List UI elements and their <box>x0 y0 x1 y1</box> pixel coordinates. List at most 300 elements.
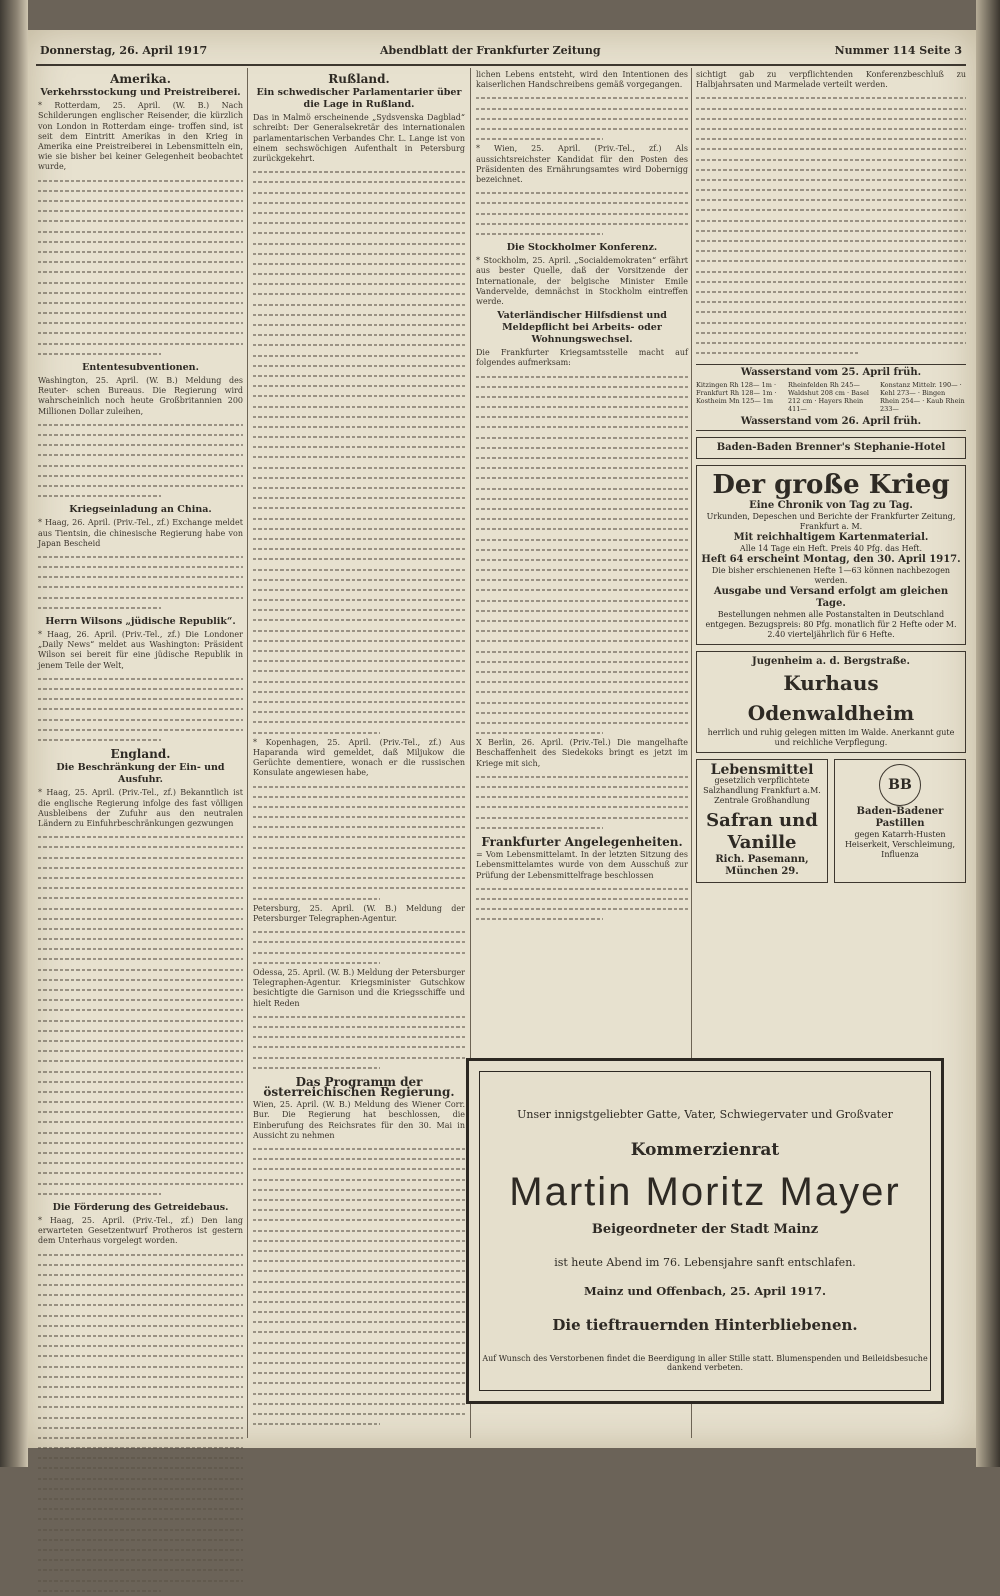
text-line <box>38 1067 243 1077</box>
text-line <box>38 572 243 582</box>
text-line <box>696 246 966 256</box>
obituary-place-date: Mainz und Offenbach, 25. April 1917. <box>584 1284 826 1298</box>
text-line <box>38 1046 243 1056</box>
text-line <box>253 1256 465 1266</box>
article-body <box>38 1250 243 1596</box>
text-line <box>38 1168 243 1178</box>
text-line <box>476 802 688 812</box>
text-line <box>253 595 465 605</box>
obituary-role: Beigeordneter der Stadt Mainz <box>591 1222 819 1237</box>
text-line <box>253 1358 465 1368</box>
text-line <box>253 707 465 717</box>
text-line <box>253 717 465 727</box>
advert-text: Bestellungen nehmen alle Postanstalten in Deutschland entgegen. Bezugspreis: 80 Pfg. monatlich für 2 Hefte oder M. 2.40 vierteljährlich für 6 Hefte. <box>705 610 957 640</box>
text-line <box>253 883 465 893</box>
text-line <box>476 219 688 229</box>
article-body <box>253 927 465 968</box>
text-line <box>38 842 243 852</box>
text-line <box>696 104 966 114</box>
text-line <box>253 1287 465 1297</box>
article-text: X Berlin, 26. April. (Priv.-Tel.) Die mangelhafte Beschaffenheit des Siedekoks bringt es jetzt im Kriege mit sich, <box>476 738 688 768</box>
article-body <box>253 782 465 904</box>
text-line <box>38 1128 243 1138</box>
text-line <box>253 1317 465 1327</box>
text-line <box>696 114 966 124</box>
obituary-mourners: Die tieftrauernden Hinterbliebenen. <box>552 1316 858 1334</box>
text-line <box>38 227 243 237</box>
text-line <box>696 297 966 307</box>
text-line <box>38 1463 243 1473</box>
text-line <box>253 391 465 401</box>
text-line <box>38 288 243 298</box>
text-line <box>696 318 966 328</box>
text-line <box>38 1148 243 1158</box>
advert-text: herrlich und ruhig gelegen mitten im Walde. Anerkannt gute und reichliche Verpflegung. <box>707 728 955 748</box>
advert-text: Rich. Pasemann, München 29. <box>715 854 809 878</box>
article-headline: Vaterländischer Hilfsdienst und Meldepflicht bei Arbeits- oder Wohnungswechsel. <box>497 310 667 346</box>
text-line <box>696 338 966 348</box>
section-heading-england: England. <box>110 747 171 762</box>
text-line <box>253 687 465 697</box>
text-line <box>38 461 243 471</box>
article-body <box>476 772 688 833</box>
text-line <box>38 1056 243 1066</box>
text-line <box>253 218 465 228</box>
text-line <box>253 894 380 904</box>
article-body <box>476 372 688 739</box>
text-line <box>476 698 688 708</box>
text-line <box>38 1138 243 1148</box>
text-line <box>38 704 243 714</box>
text-line <box>476 823 603 833</box>
text-line <box>253 565 465 575</box>
text-line <box>38 1382 243 1392</box>
text-line <box>38 1576 243 1586</box>
text-line <box>38 1026 243 1036</box>
text-line <box>38 1362 243 1372</box>
text-line <box>38 1189 161 1199</box>
article-text: * Stockholm, 25. April. „Socialdemokraten“ erfährt aus bester Quelle, daß der Vorsitzende der Internationale, der belgische Minister Emile Vandervelde, demnächst in Stockholm eintreffen werde. <box>476 256 688 306</box>
advert-lebensmittel <box>696 759 828 883</box>
obituary-text: ist heute Abend im 76. Lebensjahre sanft entschlafen. <box>554 1256 856 1269</box>
text-line <box>253 259 465 269</box>
text-line <box>38 1474 243 1484</box>
text-line <box>253 937 465 947</box>
advert-der-grosse-krieg <box>696 465 966 645</box>
text-line <box>253 1389 465 1399</box>
text-line <box>476 575 688 585</box>
article-body <box>38 552 243 613</box>
text-line <box>696 256 966 266</box>
text-line <box>38 1179 243 1189</box>
obituary-footnote: Auf Wunsch des Verstorbenen findet die Beerdigung in aller Stille statt. Blumenspenden und Beileidsbesuche dankend verbeten. <box>482 1354 928 1372</box>
text-line <box>38 278 243 288</box>
text-line <box>253 330 465 340</box>
text-line <box>696 165 966 175</box>
text-line <box>696 155 966 165</box>
text-line <box>476 884 688 894</box>
text-line <box>253 1022 465 1032</box>
text-line <box>476 104 688 114</box>
text-line <box>38 339 243 349</box>
text-line <box>696 236 966 246</box>
article-text: = Vom Lebensmittelamt. In der letzten Sitzung des Lebensmittelamtes wurde von dem Ausschuß zur Prüfung der Lebensmittelfrage beschlossen <box>476 850 688 880</box>
article-text: Die Frankfurter Kriegsamtsstelle macht auf folgendes aufmerksam: <box>476 348 688 368</box>
text-line <box>696 348 858 358</box>
obituary-name: Martin Moritz Mayer <box>509 1170 901 1214</box>
text-line <box>253 289 465 299</box>
text-line <box>253 1368 465 1378</box>
article-text: Das in Malmö erscheinende „Sydsvenska Dagblad“ schreibt: Der Generalsekretär des internationalen parlamentarischen Verbandes Chr. L. Lange ist von einem sechswöchigen Aufenthalt in Petersburg zurückgekehrt. <box>253 113 465 164</box>
text-line <box>253 1185 465 1195</box>
text-line <box>38 1005 243 1015</box>
text-line <box>38 298 243 308</box>
text-line <box>253 1419 380 1429</box>
text-line <box>38 1413 243 1423</box>
advert-title: Kurhaus Odenwaldheim <box>747 671 915 726</box>
text-line <box>38 593 243 603</box>
text-line <box>253 371 465 381</box>
text-line <box>38 237 243 247</box>
text-line <box>38 582 243 592</box>
text-line <box>38 985 243 995</box>
advert-text: Alle 14 Tage ein Heft. Preis 40 Pfg. das Heft. <box>739 544 923 554</box>
text-line <box>38 944 243 954</box>
text-line <box>253 249 465 259</box>
article-body <box>476 93 688 144</box>
text-line <box>476 914 603 924</box>
text-line <box>38 1423 243 1433</box>
text-line <box>38 1402 243 1412</box>
article-body <box>253 167 465 738</box>
article-text: Wien, 25. April. (W. B.) Meldung des Wiener Corr. Bur. Die Regierung hat beschlossen, die Einberufung des Reichsrates für den 30. Mai in Aussicht zu nehmen <box>253 1100 465 1140</box>
text-line <box>253 412 465 422</box>
text-line <box>38 1565 243 1575</box>
text-line <box>253 656 465 666</box>
text-line <box>38 1525 243 1535</box>
text-line <box>253 320 465 330</box>
text-line <box>38 186 243 196</box>
text-line <box>476 392 688 402</box>
text-line <box>38 1372 243 1382</box>
text-line <box>253 1226 465 1236</box>
text-line <box>253 463 465 473</box>
article-body <box>696 93 966 358</box>
text-line <box>38 1087 243 1097</box>
text-line <box>476 93 688 103</box>
text-line <box>253 361 465 371</box>
text-line <box>38 1077 243 1087</box>
text-line <box>696 185 966 195</box>
text-line <box>253 1327 465 1337</box>
article-text: * Haag, 26. April. (Priv.-Tel., zf.) Exchange meldet aus Tientsin, die chinesische Regierung habe von Japan Bescheid <box>38 518 243 548</box>
obituary-title: Kommerzienrat <box>630 1140 780 1160</box>
advert-location: Jugenheim a. d. Bergstraße. <box>751 656 911 668</box>
obituary-notice <box>466 1058 944 1404</box>
text-line <box>476 198 688 208</box>
advert-text: Heft 64 erscheint Montag, den 30. April 1917. <box>701 554 961 566</box>
article-text: Odessa, 25. April. (W. B.) Meldung der Petersburger Telegraphen-Agentur. Kriegsminister Gutschkow besichtigte die Garnison und die Kriegsschiffe und hielt Reden <box>253 967 465 1008</box>
text-line <box>696 287 966 297</box>
text-line <box>253 432 465 442</box>
text-line <box>38 1494 243 1504</box>
article-text: * Rotterdam, 25. April. (W. B.) Nach Schilderungen englischer Reisender, die kürzlich von London in Rotterdam einge- troffen sind, ist seit dem Eintritt Amerikas in den Krieg in Amerika eine Preistreiberei in Lebensmitteln ein, wie sie bisher bei keiner Gelegenheit beobachtet wurde, <box>38 101 243 172</box>
text-line <box>696 267 966 277</box>
text-line <box>253 198 465 208</box>
text-line <box>476 647 688 657</box>
article-text: * Kopenhagen, 25. April. (Priv.-Tel., zf.) Aus Haparanda wird gemeldet, daß Miljukow die Gerüchte dementiere, wonach er die russischen Konsulate angewiesen habe, <box>253 737 465 778</box>
article-body <box>38 420 243 502</box>
text-line <box>476 453 688 463</box>
text-line <box>38 853 243 863</box>
text-line <box>38 684 243 694</box>
text-line <box>696 328 966 338</box>
section-heading-frankfurt: Frankfurter Angelegenheiten. <box>481 835 683 849</box>
text-line <box>696 307 966 317</box>
text-line <box>253 422 465 432</box>
text-line <box>476 718 688 728</box>
article-text: * Haag, 26. April. (Priv.-Tel., zf.) Die Londoner „Daily News“ meldet aus Washington: Präsident Wilson sei bereit für eine jüdische Republik in jenem Teile der Welt, <box>38 630 243 670</box>
section-heading-russland: Rußland. <box>328 72 390 86</box>
water-level-title: Wasserstand vom 26. April früh. <box>740 416 922 428</box>
text-line <box>253 792 465 802</box>
text-line <box>38 603 161 613</box>
text-line <box>696 195 966 205</box>
text-line <box>253 802 465 812</box>
article-text: sichtigt gab zu verpflichtenden Konferenzbeschluß zu Halbjahrsaten und Marmelade verteilt werden. <box>696 70 966 90</box>
obituary-intro: Unser innigstgeliebter Gatte, Vater, Schwiegervater und Großvater <box>517 1108 893 1121</box>
article-text: * Haag, 25. April. (Priv.-Tel., zf.) Bekanntlich ist die englische Regierung infolge des fast völligen Ausbleibens der Zufuhr aus den neutralen Ländern zu Einfuhrbeschränkungen gezwungen <box>38 788 243 828</box>
text-line <box>38 883 243 893</box>
text-line <box>253 1399 465 1409</box>
text-line <box>253 554 465 564</box>
text-line <box>476 484 688 494</box>
text-line <box>38 924 243 934</box>
hotel-name: Baden-Baden Brenner's Stephanie-Hotel <box>716 442 946 454</box>
text-line <box>38 904 243 914</box>
text-line <box>38 735 161 745</box>
text-line <box>253 605 465 615</box>
text-line <box>253 1297 465 1307</box>
text-line <box>253 1144 465 1154</box>
text-line <box>38 1331 243 1341</box>
text-line <box>38 1250 243 1260</box>
advert-hotel <box>696 437 966 459</box>
text-line <box>476 514 688 524</box>
text-line <box>38 954 243 964</box>
text-line <box>476 402 688 412</box>
text-line <box>253 1032 465 1042</box>
text-line <box>476 443 688 453</box>
text-line <box>253 863 465 873</box>
article-headline: Herrn Wilsons „jüdische Republik“. <box>45 616 236 628</box>
text-line <box>476 463 688 473</box>
page-edge-shadow <box>976 0 1000 1467</box>
text-line <box>253 832 465 842</box>
text-line <box>38 257 243 267</box>
advert-text: gesetzlich verpflichtete Salzhandlung Frankfurt a.M. Zentrale Großhandlung <box>703 776 821 806</box>
text-line <box>476 904 688 914</box>
text-line <box>38 247 243 257</box>
column-4 <box>696 70 966 883</box>
article-text: Washington, 25. April. (W. B.) Meldung des Reuter- schen Bureaus. Die Regierung wird wahrscheinlich noch heute Großbritannien 200 Millionen Dollar zuleihen, <box>38 376 243 416</box>
text-line <box>253 544 465 554</box>
advert-kurhaus <box>696 651 966 753</box>
text-line <box>696 144 966 154</box>
article-headline: Verkehrsstockung und Preistreiberei. <box>40 87 241 99</box>
text-line <box>476 372 688 382</box>
text-line <box>476 616 688 626</box>
text-line <box>38 1290 243 1300</box>
text-line <box>38 440 243 450</box>
text-line <box>253 1175 465 1185</box>
text-line <box>476 782 688 792</box>
text-line <box>38 725 243 735</box>
text-line <box>38 481 243 491</box>
water-level-table <box>696 364 966 431</box>
text-line <box>476 555 688 565</box>
text-line <box>476 188 688 198</box>
text-line <box>253 666 465 676</box>
text-line <box>476 626 688 636</box>
text-line <box>253 1205 465 1215</box>
text-line <box>253 728 380 738</box>
text-line <box>253 636 465 646</box>
text-line <box>253 177 465 187</box>
water-level-column: Kitzingen Rh 128— 1m · Frankfurt Rh 128— 1m · Kostheim Mn 125— 1m <box>696 381 777 406</box>
text-line <box>476 894 688 904</box>
article-body <box>38 674 243 745</box>
text-line <box>253 575 465 585</box>
advert-row <box>696 759 966 883</box>
text-line <box>38 1311 243 1321</box>
text-line <box>38 1453 243 1463</box>
text-line <box>476 124 688 134</box>
text-line <box>38 1514 243 1524</box>
text-line <box>253 228 465 238</box>
text-line <box>476 494 688 504</box>
text-line <box>253 782 465 792</box>
text-line <box>38 267 243 277</box>
masthead-page-number: Nummer 114 Seite 3 <box>834 44 962 57</box>
text-line <box>38 318 243 328</box>
text-line <box>253 853 465 863</box>
article-text: lichen Lebens entsteht, wird den Intentionen des kaiserlichen Handschreibens gemäß vorgegangen. <box>476 70 688 90</box>
text-line <box>476 792 688 802</box>
text-line <box>253 473 465 483</box>
text-line <box>476 606 688 616</box>
brand-logo-icon: BB <box>879 764 921 806</box>
text-line <box>38 1016 243 1026</box>
text-line <box>38 1117 243 1127</box>
text-line <box>38 1433 243 1443</box>
text-line <box>696 124 966 134</box>
text-line <box>253 381 465 391</box>
text-line <box>38 1097 243 1107</box>
masthead-rule <box>36 64 966 66</box>
text-line <box>38 674 243 684</box>
masthead-title: Abendblatt der Frankfurter Zeitung <box>380 44 601 57</box>
text-line <box>38 1300 243 1310</box>
article-text: * Haag, 25. April. (Priv.-Tel., zf.) Den lang erwarteten Gesetzentwurf Protheros ist gestern dem Unterhaus vorgelegt worden. <box>38 1215 243 1246</box>
adjacent-page-edge <box>0 0 28 1467</box>
article-body <box>253 1144 465 1429</box>
text-line <box>476 772 688 782</box>
text-line <box>253 300 465 310</box>
text-line <box>696 205 966 215</box>
text-line <box>38 308 243 318</box>
text-line <box>476 412 688 422</box>
water-level-column: Konstanz Mittelr. 190— · Kehl 273— · Bingen Rhein 254— · Kaub Rhein 233— <box>880 381 965 414</box>
advert-text: Mit reichhaltigem Kartenmaterial. <box>733 532 929 544</box>
text-line <box>38 450 243 460</box>
column-1 <box>38 70 243 1596</box>
text-line <box>476 382 688 392</box>
text-line <box>38 694 243 704</box>
text-line <box>476 708 688 718</box>
text-line <box>253 1154 465 1164</box>
text-line <box>253 948 465 958</box>
text-line <box>476 229 603 239</box>
text-line <box>253 534 465 544</box>
advert-subtitle: Eine Chronik von Tag zu Tag. <box>749 500 913 512</box>
article-headline: Die Stockholmer Konferenz. <box>506 242 658 254</box>
text-line <box>38 491 161 501</box>
text-line <box>253 1164 465 1174</box>
text-line <box>38 430 243 440</box>
text-line <box>38 552 243 562</box>
text-line <box>253 1338 465 1348</box>
column-2 <box>253 70 465 1429</box>
article-headline: Das Programm der österreichischen Regierung. <box>263 1074 455 1100</box>
text-line <box>38 975 243 985</box>
text-line <box>476 596 688 606</box>
text-line <box>38 914 243 924</box>
article-body <box>476 188 688 239</box>
article-body <box>38 176 243 359</box>
text-line <box>38 1036 243 1046</box>
text-line <box>38 1535 243 1545</box>
text-line <box>253 1307 465 1317</box>
text-line <box>38 1504 243 1514</box>
text-line <box>253 626 465 636</box>
advert-text: Urkunden, Depeschen und Berichte der Frankfurter Zeitung, Frankfurt a. M. <box>706 512 956 532</box>
text-line <box>38 216 243 226</box>
text-line <box>253 1236 465 1246</box>
article-headline: Die Förderung des Getreidebaus. <box>52 1201 229 1213</box>
advert-title: Safran und Vanille <box>706 810 818 854</box>
advert-text: Die bisher erschienenen Hefte 1—63 können nachbezogen werden. <box>711 566 951 586</box>
text-line <box>38 562 243 572</box>
advert-text: gegen Katarrh-Husten Heiserkeit, Verschleimung, Influenza <box>844 830 956 860</box>
text-line <box>38 995 243 1005</box>
text-line <box>253 1195 465 1205</box>
text-line <box>253 927 465 937</box>
text-line <box>38 873 243 883</box>
text-line <box>476 473 688 483</box>
text-line <box>253 310 465 320</box>
text-line <box>476 433 688 443</box>
text-line <box>476 636 688 646</box>
text-line <box>253 269 465 279</box>
text-line <box>476 422 688 432</box>
text-line <box>38 934 243 944</box>
text-line <box>476 114 688 124</box>
text-line <box>38 176 243 186</box>
text-line <box>38 1321 243 1331</box>
article-body <box>476 884 688 925</box>
text-line <box>253 822 465 832</box>
